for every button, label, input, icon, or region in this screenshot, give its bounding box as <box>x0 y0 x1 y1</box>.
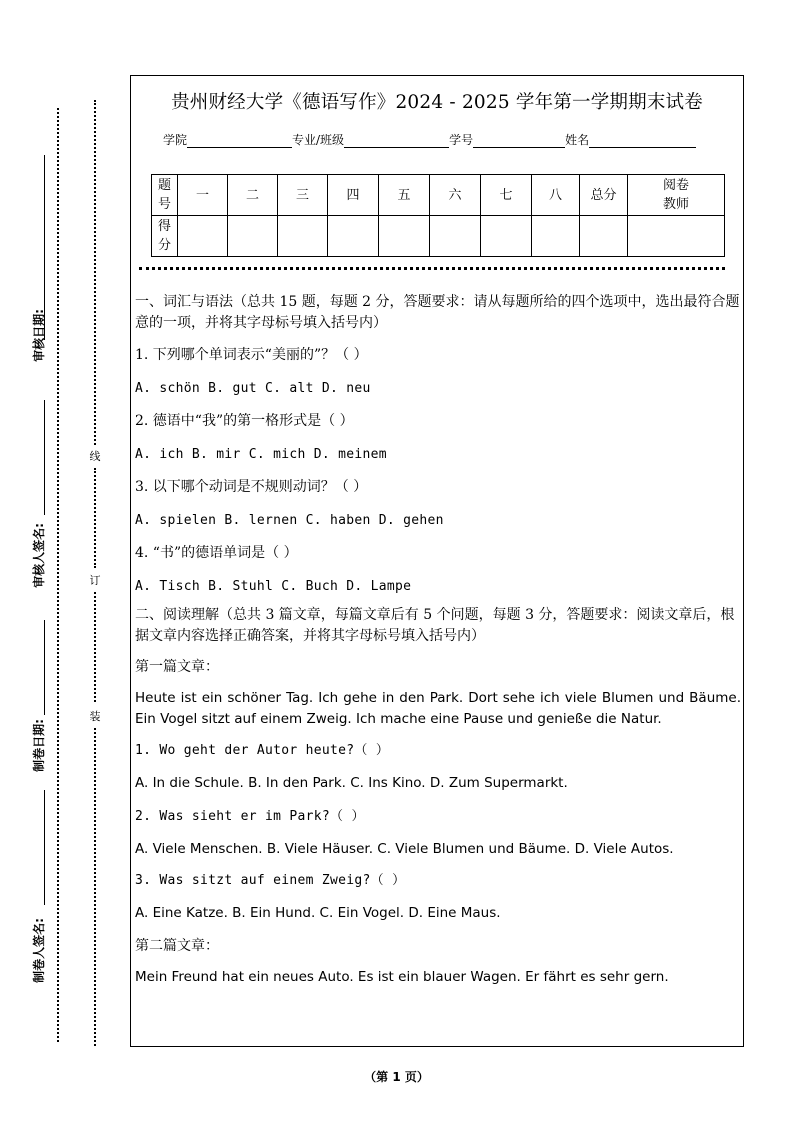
score-cell-4[interactable] <box>328 216 379 257</box>
col-total: 总分 <box>580 175 628 216</box>
section1-heading: 一、词汇与语法（总共 15 题，每题 2 分，答题要求：请从每题所给的四个选项中，选出最符合题意的一项，并将其字母标号填入括号内） <box>135 294 740 331</box>
score-head: 得 分 <box>152 216 178 257</box>
s1-question-4: 4. “书”的德语单词是（ ） <box>135 545 298 561</box>
s1-question-3: 3. 以下哪个动词是不规则动词？（ ） <box>135 479 368 495</box>
question-number-head: 题 号 <box>152 175 178 216</box>
col-5: 五 <box>379 175 430 216</box>
score-cell-7[interactable] <box>481 216 532 257</box>
s2-question-2: 2. Was sieht er im Park?（ ） <box>135 809 365 824</box>
exam-title: 贵州财经大学《德语写作》2024 - 2025 学年第一学期期末试卷 <box>171 92 703 113</box>
s1-options-3: A. spielen B. lernen C. haben D. gehen <box>135 513 444 528</box>
s1-options-4: A. Tisch B. Stuhl C. Buch D. Lampe <box>135 579 412 594</box>
cut-dotted-line-mid2 <box>94 592 96 702</box>
score-table-score-row <box>152 216 725 257</box>
dotted-separator <box>139 267 725 270</box>
s1-options-2: A. ich B. mir C. mich D. meinem <box>135 447 387 462</box>
col-6: 六 <box>430 175 481 216</box>
name-label: 姓名 <box>565 133 590 147</box>
col-3: 三 <box>278 175 328 216</box>
grader-head: 阅卷 教师 <box>628 175 725 216</box>
score-cell-3[interactable] <box>278 216 328 257</box>
reviewer-sign-label: 审核人签名: <box>31 522 46 588</box>
col-2: 二 <box>228 175 278 216</box>
score-cell-grader[interactable] <box>628 216 725 257</box>
score-cell-5[interactable] <box>379 216 430 257</box>
s2-question-1: 1. Wo geht der Autor heute?（ ） <box>135 743 390 758</box>
article1-label: 第一篇文章： <box>135 659 219 675</box>
section2-heading: 二、阅读理解（总共 3 篇文章，每篇文章后有 5 个问题，每题 3 分，答题要求：阅读文章后，根据文章内容选择正确答案，并将其字母标号填入括号内） <box>135 607 735 644</box>
article2-label: 第二篇文章： <box>135 938 219 954</box>
score-cell-total[interactable] <box>580 216 628 257</box>
col-4: 四 <box>328 175 379 216</box>
college-label: 学院 <box>163 133 188 147</box>
s2-options-1: A. In die Schule. B. In den Park. C. Ins Kino. D. Zum Supermarkt. <box>135 775 568 791</box>
maker-sign-label: 制卷人签名: <box>31 917 46 983</box>
make-date-label: 制卷日期: <box>31 718 46 772</box>
score-table-header-row <box>152 175 725 216</box>
score-cell-1[interactable] <box>178 216 228 257</box>
s1-question-2: 2. 德语中“我”的第一格形式是（ ） <box>135 413 354 429</box>
s1-options-1: A. schön B. gut C. alt D. neu <box>135 381 371 396</box>
name-field[interactable] <box>589 134 696 148</box>
reviewer-sign-line <box>44 400 45 515</box>
exam-frame <box>130 75 744 1047</box>
s2-question-3: 3. Was sitzt auf einem Zweig?（ ） <box>135 873 406 888</box>
margin-dotted-line <box>57 108 59 1042</box>
col-1: 一 <box>178 175 228 216</box>
cut-dotted-line-mid1 <box>94 468 96 568</box>
major-field[interactable] <box>344 134 449 148</box>
s1-question-1: 1. 下列哪个单词表示“美丽的”？（ ） <box>135 347 368 363</box>
s2-options-2: A. Viele Menschen. B. Viele Häuser. C. Viele Blumen und Bäume. D. Viele Autos. <box>135 841 674 857</box>
article2-text: Mein Freund hat ein neues Auto. Es ist ein blauer Wagen. Er fährt es sehr gern. <box>135 969 669 985</box>
col-8: 八 <box>532 175 580 216</box>
s2-options-3: A. Eine Katze. B. Ein Hund. C. Ein Vogel. D. Eine Maus. <box>135 905 501 921</box>
cut-dotted-line-top <box>94 100 96 445</box>
article1-text: Heute ist ein schöner Tag. Ich gehe in den Park. Dort sehe ich viele Blumen und Bäume. Ein Vogel sitzt auf einem Zweig. Ich mache eine Pause und genieße die Natur. <box>135 690 741 727</box>
student-id-label: 学号 <box>449 133 474 147</box>
maker-sign-line <box>44 790 45 905</box>
score-table <box>151 174 725 257</box>
page-number: （第 1 页） <box>364 1070 429 1084</box>
student-id-field[interactable] <box>473 134 565 148</box>
cut-mark-zhuang: 装 <box>89 710 101 723</box>
cut-dotted-line-bottom <box>94 728 96 1046</box>
exam-content <box>135 292 741 988</box>
student-info-line <box>163 131 696 148</box>
college-field[interactable] <box>187 134 292 148</box>
col-7: 七 <box>481 175 532 216</box>
score-cell-2[interactable] <box>228 216 278 257</box>
score-cell-8[interactable] <box>532 216 580 257</box>
cut-mark-xian: 线 <box>89 450 101 463</box>
score-cell-6[interactable] <box>430 216 481 257</box>
cut-mark-ding: 订 <box>89 574 101 587</box>
review-date-label: 审核日期: <box>31 308 46 362</box>
major-label: 专业/班级 <box>292 133 345 147</box>
